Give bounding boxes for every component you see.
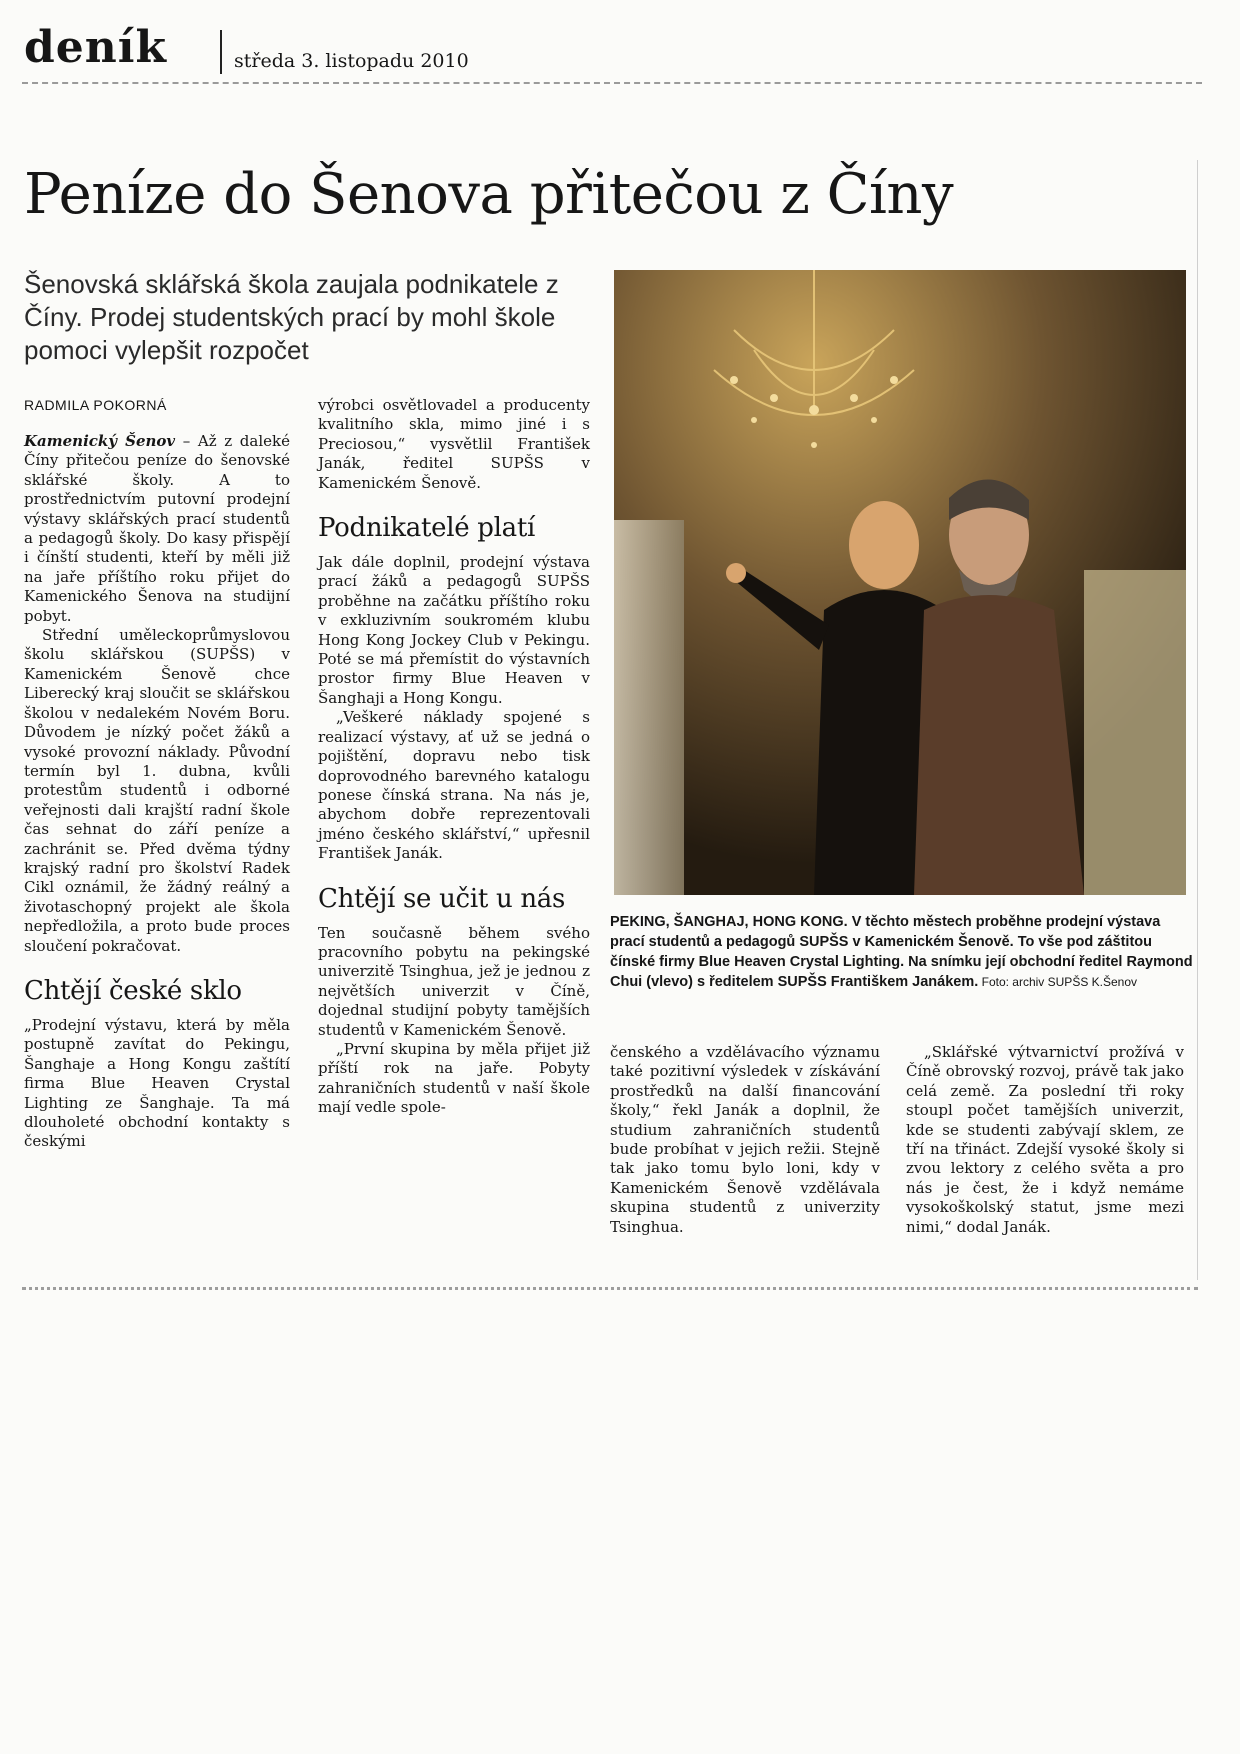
paragraph: čenského a vzdělávacího významu také pozitivní výsledek v získávání prostředků na další financování školy,“ řekl Janák a doplnil, že studium zahraničních studentů bude probíhat v jejich režii. Stejně tak jako tomu bylo loni, kdy v Kamenickém Šenově vzdělávala skupina studentů z univerzity Tsinghua. <box>610 1043 880 1236</box>
article-column-2 <box>318 396 590 1118</box>
paragraph: Ten současně během svého pracovního pobytu na pekingské univerzitě Tsinghua, jež je jednou z největších univerzit v Číně, dojednal studijní pobyty tamějších studentů v Kamenickém Šenově. <box>318 923 590 1039</box>
masthead-divider <box>220 30 222 74</box>
dateline-location: Kamenický Šenov <box>24 432 176 450</box>
photo-illustration <box>614 270 1186 895</box>
right-column-rule <box>1197 160 1198 1280</box>
byline: RADMILA POKORNÁ <box>24 397 167 413</box>
paragraph: „První skupina by měla přijet již příští rok na jaře. Pobyty zahraničních studentů v naší škole mají vedle spole- <box>318 1039 590 1117</box>
paragraph: „Sklářské výtvarnictví prožívá v Číně obrovský rozvoj, právě tak jako celá země. Za poslední tři roky stoupl počet tamějších univerzit, kde se studenti zabývají sklem, ze tří na třináct. Zdejší vysoké školy si zvou lektory z celého světa a pro nás je čest, že i když nemáme vysokoškolský statut, jsme mezi nimi,“ dodal Janák. <box>906 1043 1184 1236</box>
paragraph: „Veškeré náklady spojené s realizací výstavy, ať už se jedná o pojištění, dopravu nebo tisk doprovodného barevného katalogu ponese čínská strana. Na nás je, abychom dobře reprezentovali jméno českého sklářství,“ upřesnil František Janák. <box>318 708 590 863</box>
paragraph <box>24 432 290 626</box>
top-dashed-rule <box>22 82 1202 84</box>
subheading: Podnikatelé platí <box>318 513 535 544</box>
issue-date: středa 3. listopadu 2010 <box>234 50 469 72</box>
paragraph: „Prodejní výstavu, která by měla postupně zavítat do Pekingu, Šanghaje a Hong Kongu zaštítí firma Blue Heaven Crystal Lighting ze Šanghaje. Ta má dlouholeté obchodní kontakty s českými <box>24 1015 290 1151</box>
subheading: Chtějí české sklo <box>24 975 242 1006</box>
article-column-3 <box>610 1043 880 1237</box>
bottom-dotted-rule <box>22 1287 1198 1290</box>
paragraph: výrobci osvětlovadel a producenty kvalitního skla, mimo jiné i s Preciosou,“ vysvětlil František Janák, ředitel SUPŠS v Kamenickém Šenově. <box>318 396 590 492</box>
paragraph: Střední uměleckoprůmyslovou školu sklářskou (SUPŠS) v Kamenickém Šenově chce Liberecký kraj sloučit se sklářskou školou v nedalekém Novém Boru. Důvodem je nízký počet žáků a vysoké provozní náklady. Původní termín byl 1. dubna, kvůli protestům studentů i odborné veřejnosti dali krajští radní škole čas sehnat do září peníze a zachránit se. Před dvěma týdny krajský radní pro školství Radek Cikl oznámil, že žádný reálný a životaschopný projekt ale škola nepředložila, a proto bude proces sloučení pokračovat. <box>24 626 290 955</box>
paragraph: Jak dále doplnil, prodejní výstava prací žáků a pedagogů SUPŠS proběhne na začátku příštího roku v exkluzivním soukromém klubu Hong Kong Jockey Club v Pekingu. Poté se má přemístit do výstavních prostor firmy Blue Heaven v Šanghaji a Hong Kongu. <box>318 553 590 707</box>
subheading: Chtějí se učit u nás <box>318 883 566 914</box>
paragraph-text: – Až z daleké Číny přitečou peníze do šenovské sklářské školy. A to prostřednictvím putovní prodejní výstavy sklářských prací studentů a pedagogů školy. Do kasy přispějí i čínští studenti, kteří by měli již na jaře příštího roku přijet do Kamenického Šenova na studijní pobyt. <box>24 432 290 625</box>
newspaper-logo: deník <box>24 22 167 73</box>
caption-text: PEKING, ŠANGHAJ, HONG KONG. V těchto městech proběhne prodejní výstava prací studentů a pedagogů SUPŠS v Kamenickém Šenově. To vše pod záštitou čínské firmy Blue Heaven Crystal Lighting. Na snímku její obchodní ředitel Raymond Chui (vlevo) s ředitelem SUPŠS Františkem Janákem. <box>610 914 1193 990</box>
headline: Peníze do Šenova přitečou z Číny <box>24 162 954 227</box>
article-column-4 <box>906 1043 1184 1237</box>
photo-caption <box>610 912 1196 992</box>
lead-paragraph: Šenovská sklářská škola zaujala podnikatele z Číny. Prodej studentských prací by mohl škole pomoci vylepšit rozpočet <box>24 269 559 365</box>
article-column-1 <box>24 432 290 1152</box>
article-photo <box>614 270 1186 895</box>
photo-credit: Foto: archiv SUPŠS K.Šenov <box>978 975 1138 989</box>
